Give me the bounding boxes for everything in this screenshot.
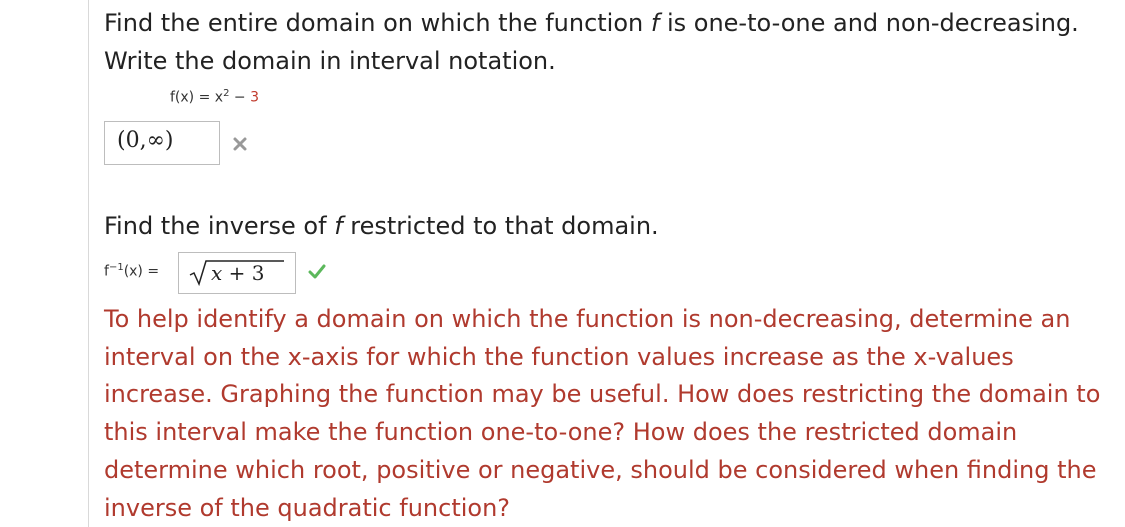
equation-operator: − (229, 89, 251, 106)
equation-constant: 3 (250, 89, 259, 106)
domain-answer-value: (0,∞) (117, 128, 174, 153)
inverse-label (104, 262, 159, 280)
inverse-label-rest: (x) = (123, 263, 160, 280)
left-divider (88, 0, 89, 527)
domain-answer-field[interactable] (104, 121, 220, 165)
question-2-text (104, 212, 659, 240)
hint-feedback-text: To help identify a domain on which the function is non-decreasing, determine an interval on the x-axis for which the function values increase as the x-values increase. Graphing the function may be useful. How does restricting the domain to this interval make the function one-to-one? How does the restricted domain determine which root, positive or negative, should be considered when finding the inverse of the quadratic function? (104, 305, 1101, 522)
function-equation (170, 88, 259, 106)
question-2-part-a: Find the inverse of (104, 212, 335, 240)
question-1-text (104, 4, 1104, 80)
question-1-part-a: Find the entire domain on which the function (104, 9, 651, 37)
inverse-label-exponent: −1 (108, 262, 124, 273)
inverse-answer-variable: x (211, 261, 223, 285)
equation-exponent: 2 (223, 88, 230, 99)
equation-lhs: f(x) = x (170, 89, 224, 106)
question-1-part-b: is one-to-one and non-decreasing. Write the domain in interval notation. (104, 9, 1079, 75)
inverse-label-base: f (104, 263, 109, 280)
x-mark-icon (232, 136, 248, 152)
check-mark-icon (308, 264, 326, 280)
inverse-answer-rest: + 3 (222, 261, 265, 285)
inverse-answer-field[interactable] (178, 252, 296, 294)
function-symbol: f (650, 9, 660, 37)
function-symbol: f (334, 212, 343, 240)
question-2-part-b: restricted to that domain. (342, 212, 659, 240)
inverse-answer-value (211, 261, 264, 285)
